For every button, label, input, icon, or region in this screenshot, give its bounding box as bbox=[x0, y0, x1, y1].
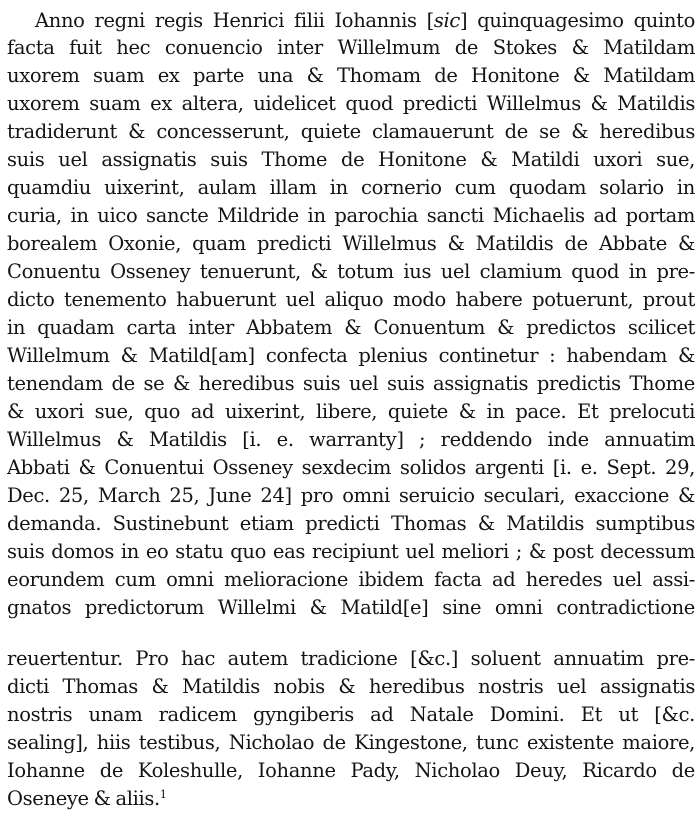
text-line bbox=[7, 784, 167, 814]
text-line: uxorem suam ex altera, uidelicet quod predicti Willelmus & Matildis bbox=[7, 92, 695, 115]
text-line: suis uel assignatis suis Thome de Honitone & Matildi uxori sue, bbox=[7, 148, 695, 171]
text-line: nostris unam radicem gyngiberis ad Natale Domini. Et ut [&c. bbox=[7, 703, 695, 726]
text-line: dicti Thomas & Matildis nobis & heredibus nostris uel assignatis bbox=[7, 675, 695, 698]
text-line: Willelmum & Matild[am] confecta plenius continetur : habendam & bbox=[7, 344, 695, 367]
text-line: reuertentur. Pro hac autem tradicione [&c.] soluent annuatim pre- bbox=[7, 647, 695, 670]
text-line: eorundem cum omni melioracione ibidem facta ad heredes uel assi- bbox=[7, 568, 695, 591]
text-line: tradiderunt & concesserunt, quiete clamauerunt de se & heredibus bbox=[7, 120, 695, 143]
text-line: Abbati & Conuentui Osseney sexdecim solidos argenti [i. e. Sept. 29, bbox=[7, 456, 695, 479]
text-line: tenendam de se & heredibus suis uel suis assignatis predictis Thome bbox=[7, 372, 695, 395]
text-line: borealem Oxonie, quam predicti Willelmus & Matildis de Abbate & bbox=[7, 232, 695, 255]
text-line: Conuentu Osseney tenuerunt, & totum ius uel clamium quod in pre- bbox=[7, 260, 695, 283]
line-text: ] quinquagesimo quinto bbox=[460, 9, 695, 32]
line-text: Oseneye & aliis. bbox=[7, 787, 160, 810]
text-line bbox=[35, 6, 695, 36]
text-line: facta fuit hec conuencio inter Willelmum de Stokes & Matildam bbox=[7, 36, 695, 59]
text-line: curia, in uico sancte Mildride in parochia sancti Michaelis ad portam bbox=[7, 204, 695, 227]
text-line: sealing], hiis testibus, Nicholao de Kingestone, tunc existente maiore, bbox=[7, 731, 695, 754]
text-line: dicto tenemento habuerunt uel aliquo modo habere potuerunt, prout bbox=[7, 288, 695, 311]
sic-italic: sic bbox=[433, 9, 460, 32]
text-line: Dec. 25, March 25, June 24] pro omni seruicio seculari, exaccione & bbox=[7, 484, 695, 507]
line-text: Anno regni regis Henrici filii Iohannis [ bbox=[35, 9, 434, 32]
text-line: uxorem suam ex parte una & Thomam de Honitone & Matildam bbox=[7, 64, 695, 87]
text-line: Willelmus & Matildis [i. e. warranty] ; reddendo inde annuatim bbox=[7, 428, 695, 451]
text-line: demanda. Sustinebunt etiam predicti Thomas & Matildis sumptibus bbox=[7, 512, 695, 535]
text-line: in quadam carta inter Abbatem & Conuentum & predictos scilicet bbox=[7, 316, 695, 339]
footnote-marker: 1 bbox=[159, 788, 167, 801]
text-line: & uxori sue, quo ad uixerint, libere, quiete & in pace. Et prelocuti bbox=[7, 400, 695, 423]
text-line: quamdiu uixerint, aulam illam in cornerio cum quodam solario in bbox=[7, 176, 695, 199]
text-line: suis domos in eo statu quo eas recipiunt uel meliori ; & post decessum bbox=[7, 540, 695, 563]
text-line: Iohanne de Koleshulle, Iohanne Pady, Nicholao Deuy, Ricardo de bbox=[7, 759, 695, 782]
text-line: gnatos predictorum Willelmi & Matild[e] sine omni contradictione bbox=[7, 596, 695, 619]
